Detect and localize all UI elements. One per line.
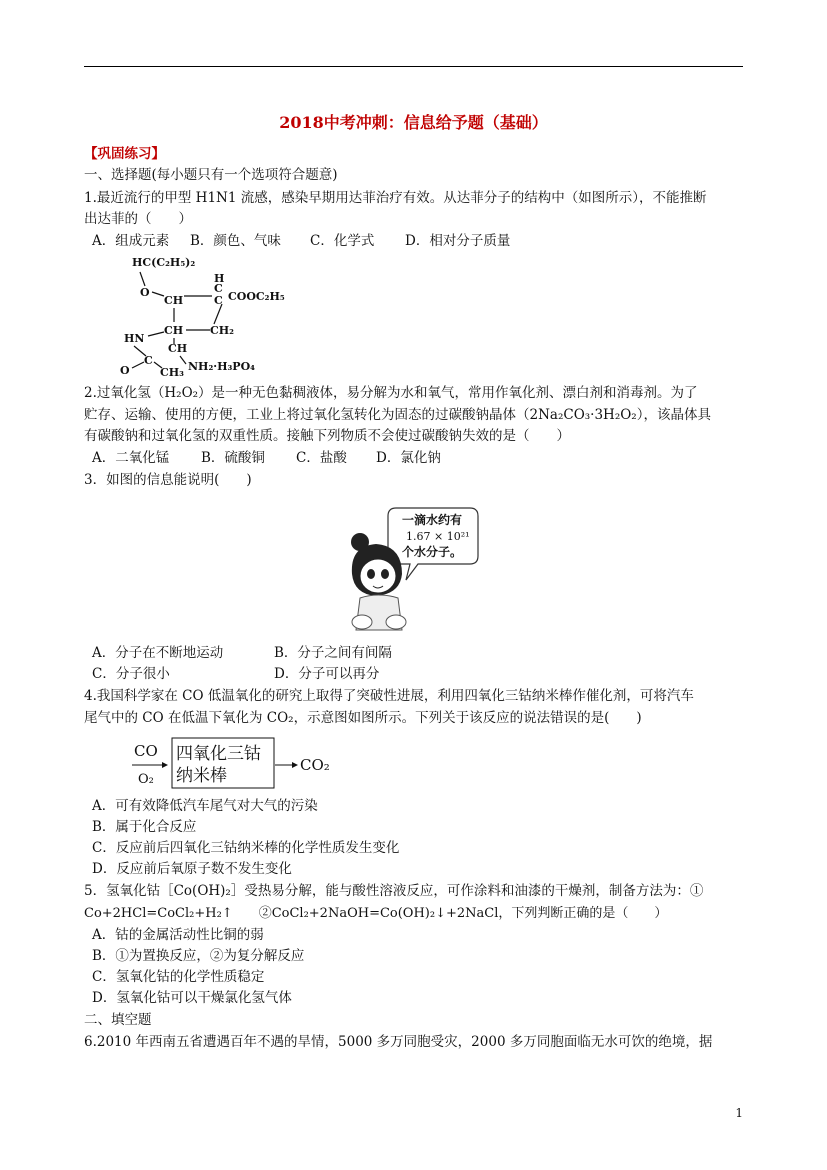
q2-line2: 贮存、运输、使用的方便，工业上将过氧化氢转化为固态的过碳酸钠晶体（2Na₂CO₃·3H₂O₂），该晶体具	[84, 407, 711, 423]
structure-label: CH₃	[160, 366, 184, 379]
q4-option-c: C．反应前后四氧化三钴纳米棒的化学性质发生变化	[92, 840, 400, 856]
q3-option-b: B．分子之间有间隔	[274, 645, 392, 661]
q2-line3: 有碳酸钠和过氧化氢的双重性质。接触下列物质不会使过碳酸钠失效的是（ ）	[84, 428, 570, 444]
q5-option-b: B．①为置换反应，②为复分解反应	[92, 948, 305, 964]
structure-label: COOC₂H₅	[228, 290, 285, 303]
q1-option-b: B．颜色、气味	[190, 233, 281, 249]
structure-label: C	[144, 354, 153, 367]
bubble-line1: 一滴水约有	[402, 513, 463, 527]
structure-label: H	[214, 272, 225, 285]
page-number: 1	[735, 1106, 743, 1120]
part2-title: 二、填空题	[84, 1012, 152, 1028]
structure-label: C	[214, 294, 223, 307]
q5-line1: 5．氢氧化钴［Co(OH)₂］受热易分解，能与酸性溶液反应，可作涂料和油漆的干燥剂，制备方法为：①	[84, 883, 704, 899]
diagram-box-line1: 四氧化三钴	[176, 744, 261, 764]
structure-label: HC(C₂H₅)₂	[132, 256, 196, 269]
q2-line1: 2.过氧化氢（H₂O₂）是一种无色黏稠液体，易分解为水和氧气，常用作氧化剂、漂白剂和消毒剂。为了	[84, 385, 698, 401]
q3-line1: 3．如图的信息能说明( )	[84, 472, 252, 488]
water-molecule-cartoon	[340, 500, 490, 640]
structure-label: CH	[168, 342, 188, 355]
q2-option-a: A．二氧化锰	[92, 450, 170, 466]
q1-line2: 出达菲的（ ）	[84, 211, 192, 227]
q4-line1: 4.我国科学家在 CO 低温氧化的研究上取得了突破性进展，利用四氧化三钴纳米棒作催化剂，可将汽车	[84, 688, 694, 704]
structure-label: NH₂·H₃PO₄	[188, 360, 255, 373]
diagram-box-line2: 纳米棒	[176, 766, 227, 786]
diagram-output-co2: CO₂	[300, 756, 330, 774]
q4-option-a: A．可有效降低汽车尾气对大气的污染	[92, 798, 318, 814]
q3-option-c: C．分子很小	[92, 666, 170, 682]
structure-label: CH₂	[210, 324, 234, 337]
diagram-input-o2: O₂	[138, 772, 154, 787]
page-title: 2018中考冲刺：信息给予题（基础）	[279, 113, 548, 132]
q1-option-a: A．组成元素	[92, 233, 170, 249]
bubble-line3: 个水分子。	[402, 545, 463, 559]
q2-option-d: D．氯化钠	[376, 450, 441, 466]
q6-line1: 6.2010 年西南五省遭遇百年不遇的旱情，5000 多万同胞受灾，2000 多万同胞面临无水可饮的绝境，据	[84, 1034, 713, 1050]
catalysis-diagram	[130, 735, 340, 793]
q2-option-c: C．盐酸	[296, 450, 347, 466]
structure-label: CH	[164, 294, 184, 307]
structure-label: O	[140, 286, 150, 299]
structure-label: HN	[124, 332, 145, 345]
q1-option-c: C．化学式	[310, 233, 375, 249]
diagram-input-co: CO	[134, 742, 158, 760]
header-rule	[84, 66, 743, 67]
q4-option-b: B．属于化合反应	[92, 819, 197, 835]
q3-option-a: A．分子在不断地运动	[92, 645, 224, 661]
structure-label: O	[120, 364, 130, 377]
q2-option-b: B．硫酸铜	[201, 450, 265, 466]
q5-option-d: D．氢氧化钴可以干燥氯化氢气体	[92, 990, 292, 1006]
q1-line1: 1.最近流行的甲型 H1N1 流感，感染早期用达菲治疗有效。从达菲分子的结构中（如图所示），不能推断	[84, 190, 707, 206]
q5-option-c: C．氢氧化钴的化学性质稳定	[92, 969, 265, 985]
q1-option-d: D．相对分子质量	[405, 233, 511, 249]
q5-option-a: A．钴的金属活动性比铜的弱	[92, 927, 264, 943]
part1-title: 一、选择题(每小题只有一个选项符合题意)	[84, 167, 338, 183]
q5-line2: Co+2HCl=CoCl₂+H₂↑ ②CoCl₂+2NaOH=Co(OH)₂↓+2NaCl，下列判断正确的是（ ）	[84, 906, 668, 921]
oseltamivir-structure-figure	[120, 252, 300, 380]
structure-label: CH	[164, 324, 184, 337]
q4-option-d: D．反应前后氧原子数不发生变化	[92, 861, 292, 877]
section-label: 【巩固练习】	[84, 146, 165, 162]
q4-line2: 尾气中的 CO 在低温下氧化为 CO₂，示意图如图所示。下列关于该反应的说法错误的是( )	[84, 710, 642, 726]
structure-label: C	[214, 282, 223, 295]
bubble-line2: 1.67 × 10²¹	[406, 530, 470, 543]
q3-option-d: D．分子可以再分	[274, 666, 380, 682]
